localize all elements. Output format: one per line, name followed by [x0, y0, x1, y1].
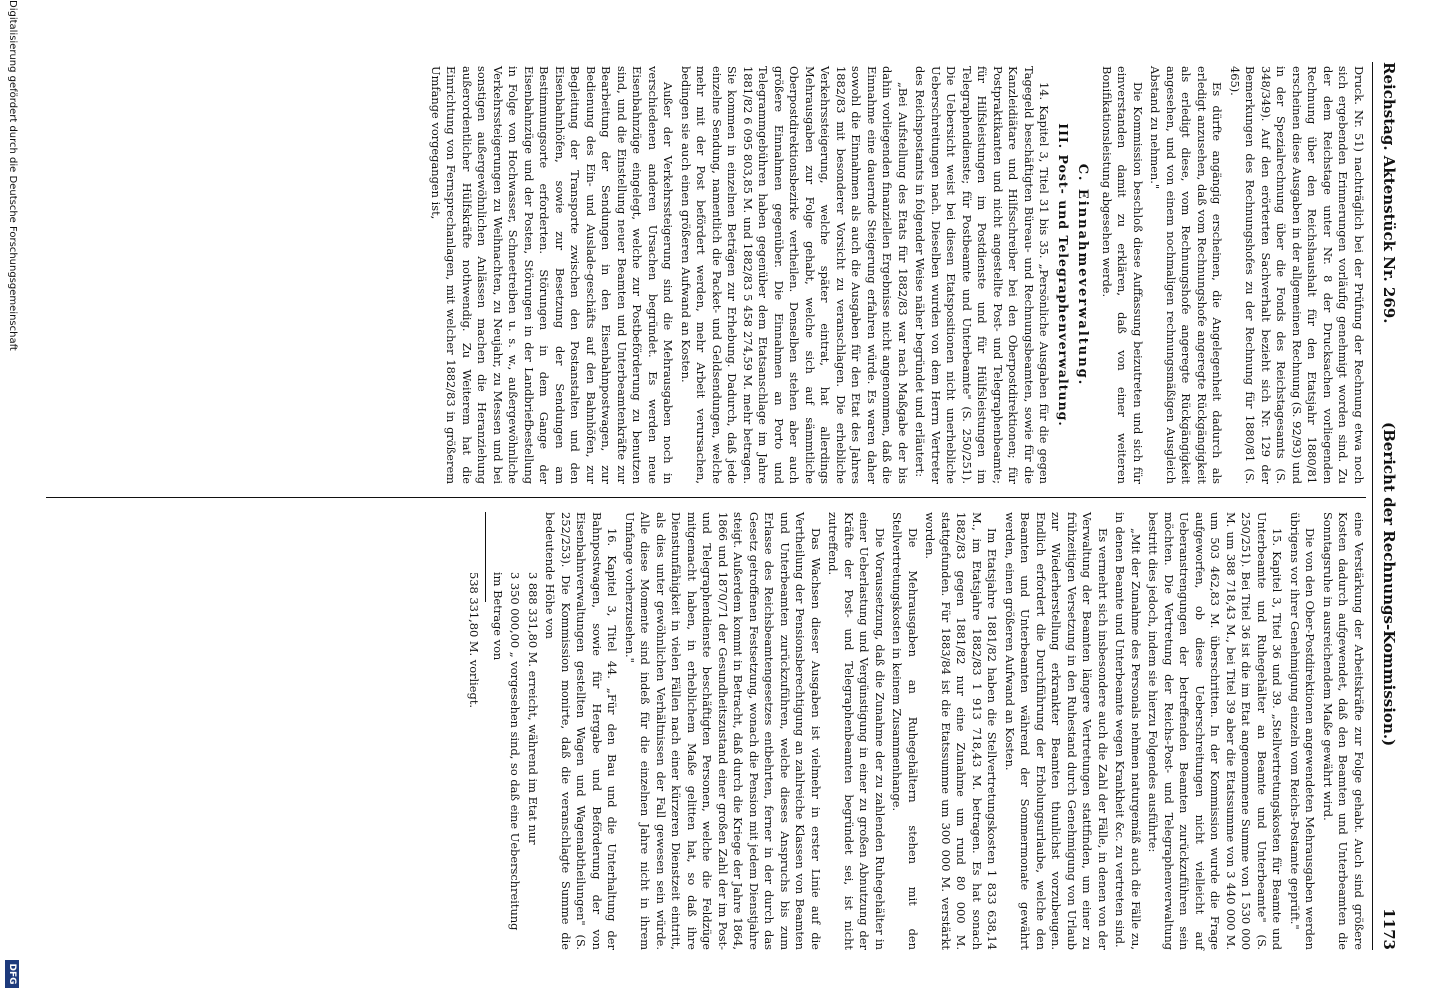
paragraph: „Bei Aufstellung des Etats für 1882/83 war nach Maßgabe der bis dahin vorliegenden finanziellen Ergebnisse nicht angenommen, daß die Einnahme eine dauernde Steigerung erfahren würde. Es waren daher sowohl die Einnahmen als auch die Ausgaben für den Etat des Jahres 1882/83 mit besonderer Vorsicht zu veranschlagen. Die erhebliche Verkehrssteigerung, welche später eintrat, hat allerdings Mehrausgaben zur Folge gehabt, welche sich auf sämmtliche Oberpostdirektionsbezirke vertheilen. Denselben stehen aber auch größere Einnahmen gegenüber. Die Einnahmen an Porto und Telegrammgebühren haben gegenüber dem Etatsanschlage im Jahre 1881/82 6 095 803,85 M. und 1882/83 5 458 274,59 M. mehr betragen. Sie kommen in einzelnen Beträgen zur Erhebung. Dadurch, daß jede einzelne Sendung, namentlich die Packet- und Geldsendungen, welche mehr mit der Post befördert werden, mehr Arbeit verursachen, bedingen sie auch einen größeren Aufwand an Kosten. [679, 66, 910, 484]
paragraph: „Mit der Zunahme des Personals nehmen naturgemäß auch die Fälle zu, in denen Beamte und Unterbeamte wegen Krankheit &c. zu vertreten sind. [1113, 512, 1143, 950]
page-number: 1173 [1380, 908, 1398, 950]
amount-unit: „ [508, 651, 523, 658]
subsection-heading: III. Post- und Telegraphenverwaltung. [1056, 123, 1071, 427]
total-line [466, 512, 482, 950]
amount-value: 3 350 000,00 [508, 572, 523, 649]
left-column [426, 66, 1367, 484]
paragraph: Druck. Nr. 51) nachträglich bei der Prüfung der Rechnung etwa noch sich ergebenden Erinnerungen vorläufig genehmigt worden sind. Zu der dem Reichstage unter Nr. 8 der Drucksachen vorliegenden Rechnung über den Reichshaushalt für den Etatsjahr 1880/81 erscheinen diese Ausgaben in der allgemeinen Rechnung (S. 92/93) und in der Spezialrechnung über die Fonds des Reichstagesamts (S. 348/349). Auf den erörterten Sachverhalt bezieht sich Nr. 129 der Bemerkungen des Rechnungshofes zu der Rechnung für 1880/81 (S. 465). [1228, 66, 1366, 484]
page-header [1374, 62, 1398, 950]
paragraph: 16. Kapitel 3, Titel 44. „Für den Bau und die Unterhaltung der Bahnpostwagen, sowie für Hergabe und Beförderung der von Eisenbahnverwaltungen gestellten Wagen und Wagenabtheilungen" (S. 252/253). Die Kommission monirte, daß die veranschlagte Summe die bedeutende Höhe von [543, 512, 620, 950]
amount-line [525, 512, 541, 950]
digitization-note: Digitalisierung gefördert durch die Deutsche Forschungsgemeinschaft [7, 0, 18, 351]
section-heading: C. Einnahmeverwaltung. [1075, 163, 1091, 387]
paragraph: Die Voraussetzung, daß die Zunahme der zu zahlenden Ruhegehälter in einer Ueberlastung und Vergünstigung in einer zu großen Abnutzung der Kräfte der Post- und Telegraphenbeamten begründet sei, ist nicht zutreffend. [826, 512, 887, 950]
amount-line [507, 512, 523, 950]
amount-value: 3 888 331,80 [526, 572, 540, 649]
page-footer [0, 0, 22, 1000]
amount-note: vorliegt. [467, 659, 482, 709]
amount-note: erreicht, während im Etat nur [526, 670, 540, 845]
amount-unit: M. [526, 651, 540, 668]
amount-note: vorgesehen sind, so daß eine Ueberschreitung [508, 661, 523, 931]
paragraph: Die von den Ober-Postdirektionen angewendeten Mehrausgaben werden übrigens vor ihrer Genehmigung einzeln vom Reichs-Postamte geprüft." [1288, 512, 1318, 950]
amount-value: 538 331,80 [467, 572, 482, 638]
paragraph: Es dürfte angängig erscheinen, die Angelegenheit dadurch als erledigt anzusehen, daß vom Rechnungshofe angeregte Rückgängigkeit als erledigt diese, vom Rechnungshofe angeregte Rückgängigkeit angesehen, und von einem nochmaligen rechnungsmäßigen Ausgleich Abstand zu nehmen." [1148, 66, 1225, 484]
paragraph: Die Mehrausgaben an Ruhegehältern stehen mit den Stellvertretungskosten in keinem Zusammenhange. [890, 512, 920, 950]
sum-rule [486, 512, 487, 602]
paragraph: Außer der Verkehrssteigerung sind die Mehrausgaben noch in verschiedenen anderen Ursachen begründet. Es werden neue Eisenbahnzüge eingelegt, welche zur Postbeförderung zu benutzen sind, und die Einstellung neuer Beamten und Unterbeamtenkräfte zur Bearbeitung der Sendungen in den Eisenbahnpostwagen, zur Bedienung des Ein- und Auslade-geschäfts auf den Bahnhöfen, zur Begleitung der Transporte zwischen den Postanstalten und den Eisenbahnhöfen, sowie zur Besetzung der Sendungen am Bestimmungsorte erforderten. Störungen in dem Gange der Eisenbahnzüge und der Posten, Störungen in der Landbriefbestellung in Folge von Hochwasser, Schneetreiben u. s. w., außergewöhnliche Verkehrssteigerungen zu Weihnachten, zu Neujahr, zu Messen und bei sonstigen außergewöhnlichen Anlässen machen die Heranziehung außerordentlicher Hülfskräfte nothwendig. Zu Weiterem hat die Einrichtung von Fernsprechanlagen, mit welcher 1882/83 in größerem Umfange vorgegangen ist, [429, 66, 676, 484]
amount-note: im Betrage von [491, 572, 505, 661]
right-column [464, 512, 1366, 950]
paragraph: Das Wachsen dieser Ausgaben ist vielmehr in erster Linie auf die Vertheilung der Pensionsberechtigung an zahlreiche Klassen von Beamten und Unterbeamten zurückzuführen, welche dieses Anspruchs bis zum Erlasse des Reichsbeamtengesetzes entbehrten, ferner in der durch das Gesetz getroffenen Festsetzung, wonach die Pension mit jedem Dienstjahre steigt. Außerdem kommt in Betracht, daß durch die Kriege der Jahre 1864, 1866 und 1870/71 der Gesundheitszustand einer großen Zahl der im Post- und Telegraphendienste beschäftigten Personen, welche die Feldzüge mitgemacht haben, in erheblichem Maße gelitten hat, so daß ihre Dienstunfähigkeit in vielen Fällen nach einer kürzeren Dienstzeit eintritt, als dies unter gewöhnlichen Verhältnissen der Fall gewesen sein würde. Alle diese Momente sind indeß für die einzelnen Jahre nicht in ihrem Umfange vorherzusehen." [623, 512, 823, 950]
paragraph: Die Kommission beschloß diese Auffassung beizutreten und sich für einverstanden damit zu erklären, daß von einer weiteren Bonifikationsleistung abgesehen werde. [1100, 66, 1145, 484]
amount-unit: M. [467, 640, 482, 657]
header-rule [1372, 62, 1373, 950]
amount-line [490, 512, 506, 950]
paragraph: Es vermehrt sich insbesondere auch die Zahl der Fälle, in denen von der Verwaltung der Beamten längere Vertretungen stattfinden, um einer zu frühzeitigen Versetzung in den Ruhestand durch Genehmigung von Urlaub zur Wiederherstellung erkrankter Beamten thunlichst vorzubeugen. Endlich erfordert die Durchführung der Erholungsurlaube, welche den Beamten und Unterbeamten während der Sommermonate gewährt werden, einen größeren Aufwand an Kosten. [1003, 512, 1110, 950]
dfg-logo: DFG [5, 960, 19, 988]
paragraph: 15. Kapitel 3, Titel 36 und 39. „Stellvertretungskosten für Beamte und Unterbeamte und Ruhegehälter an Beamte und Unterbeamte" (S. 250/251). Bei Titel 36 ist die im Etat angenommene Summe von 1 530 000 M. um 388 718,43 M., bei Titel 39 aber die Etatssumme von 3 440 000 M. um 503 462,83 M. überschritten. In der Kommission wurde die Frage aufgeworfen, ob diese Ueberschreitungen nicht vielleicht auf Ueberanstrengungen der betreffenden Beamten zurückzuführen sein möchten. Die Vertretung der Reichs-Post- und Telegraphenverwaltung bestritt dies jedoch, indem sie hierzu Folgendes ausführte: [1146, 512, 1285, 950]
header-left: Reichstag. Aktenstück Nr. 269. [1380, 62, 1398, 324]
column-divider [46, 497, 1366, 498]
paragraph: Im Etatsjahre 1881/82 haben die Stellvertretungskosten 1 833 638,14 M., im Etatsjahre 1882/83 1 913 718,43 M. betragen. Es hat sonach 1882/83 gegen 1881/82 nur eine Zunahme um rund 80 000 M. stattgefunden. Für 1883/84 ist die Etatssumme um 300 000 M. verstärkt worden. [923, 512, 1000, 950]
header-center: (Bericht der Rechnungs-Kommission.) [1380, 422, 1398, 747]
paragraph: eine Verstärkung der Arbeitskräfte zur Folge gehabt. Auch sind größere Kosten dadurch aufgewendet, daß den Beamten und Unterbeamten die Sonntagsruhe in ausreichendem Maße gewährt wird. [1321, 512, 1366, 950]
paragraph: 14. Kapitel 3, Titel 31 bis 35. „Persönliche Ausgaben für die gegen Tagegeld beschäftigten Büreau- und Rechnungsbeamten, sowie für die Kanzleidiätare und Hilfsschreiber bei den Oberpostdirektionen; für Postpraktikanten und nicht angestellte Post- und Telegraphenbeamte; für Hilfsleistungen im Postdienste und für Hülfsleistungen im Telegraphendienste; für Postbeamte und Unterbeamte" (S. 250/251). Die Uebersicht weist bei diesen Etatspositionen nicht unerhebliche Ueberschreitungen nach. Dieselben wurden von dem Herrn Vertreter des Reichspostamts in folgender Weise näher begründet und erläutert: [913, 66, 1052, 484]
